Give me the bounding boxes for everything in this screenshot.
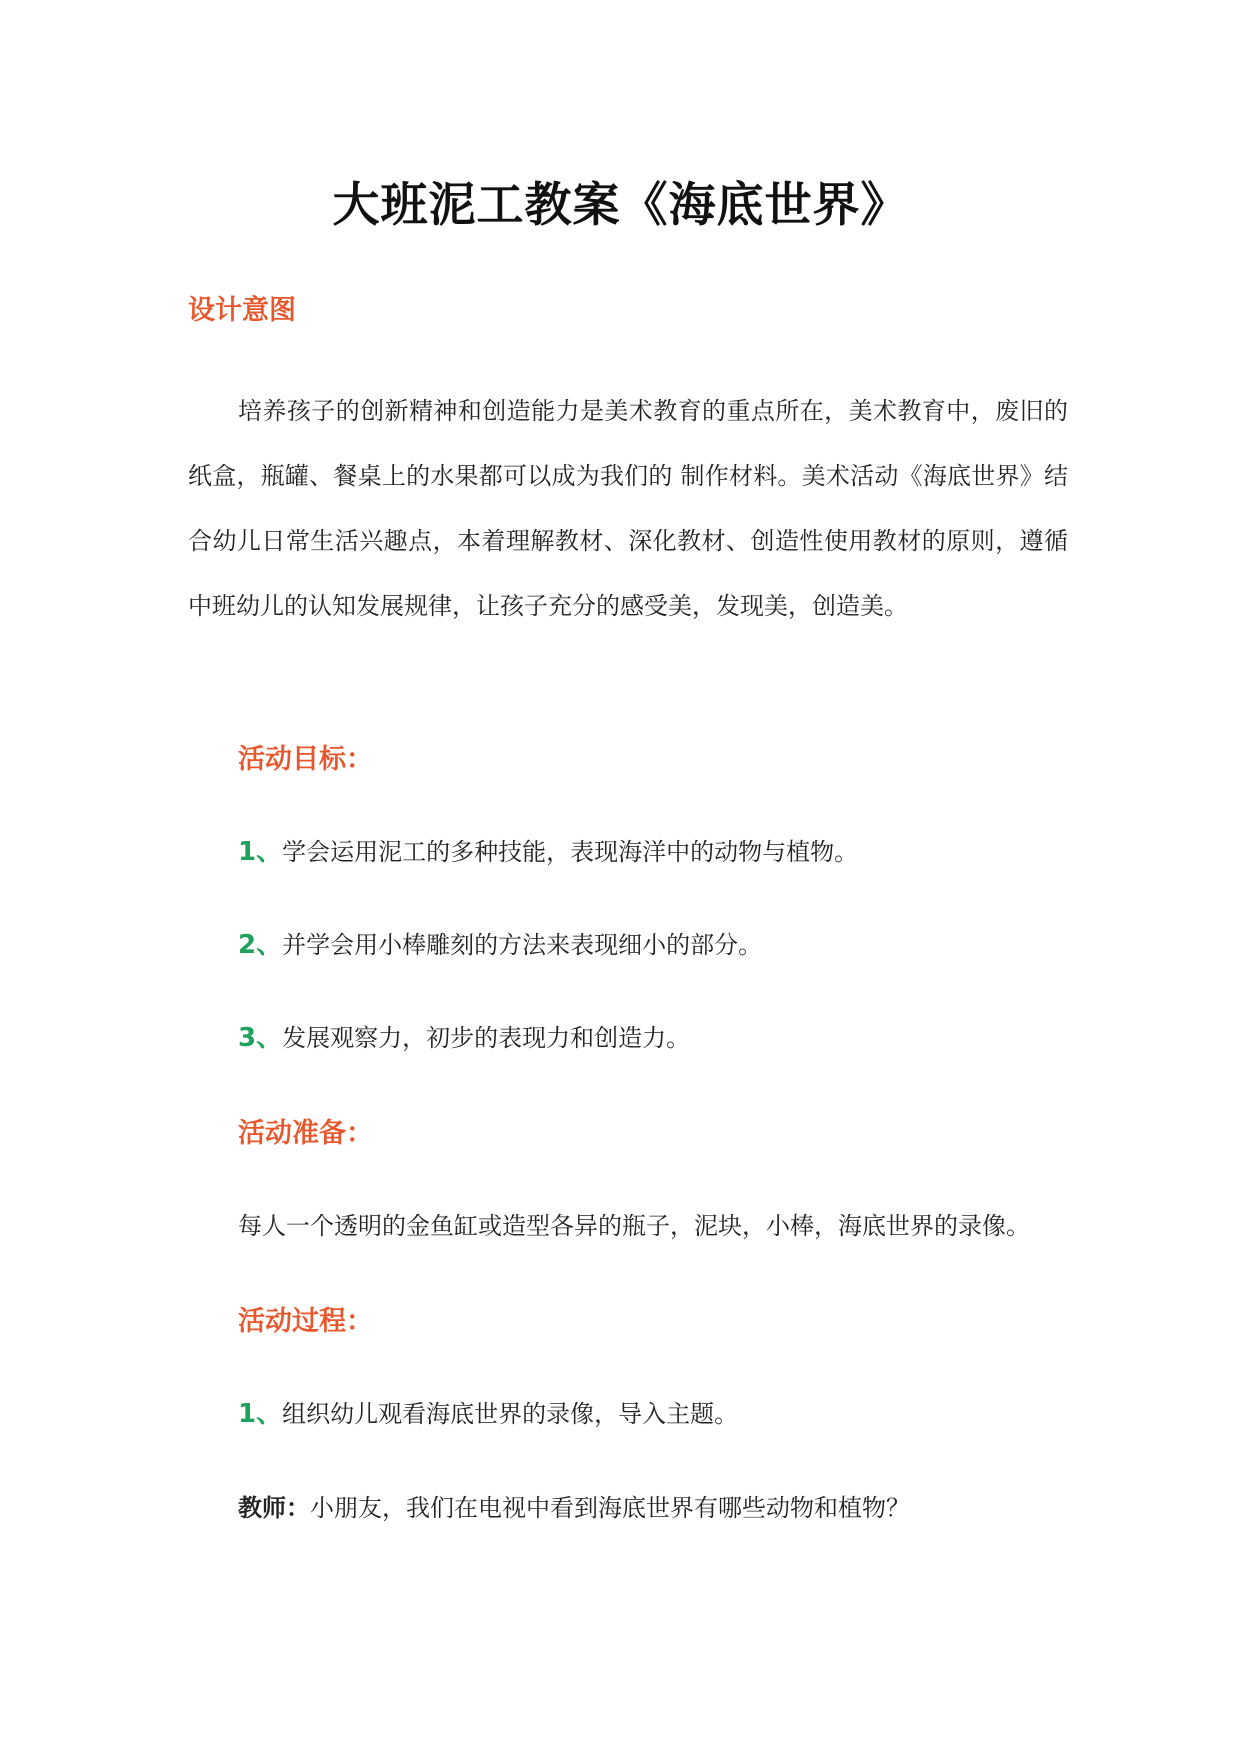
goal-text: 学会运用泥工的多种技能，表现海洋中的动物与植物。 [282, 838, 859, 866]
design-intent-paragraph: 培养孩子的创新精神和创造能力是美术教育的重点所在，美术教育中，废旧的纸盒，瓶罐、餐桌上的水果都可以成为我们的 制作材料。美术活动《海底世界》结合幼儿日常生活兴趣点，本着理解教材、深化教材、创造性使用教材的原则，遵循中班幼儿的认知发展规律，让孩子充分的感受美，发现美，创造美。 [188, 397, 1068, 620]
design-intent-heading: 设计意图 [188, 295, 296, 326]
goal-item-3 [238, 1020, 690, 1056]
process-item-1 [238, 1396, 738, 1432]
goal-number: 3、 [238, 1023, 283, 1053]
goal-number: 1、 [238, 837, 283, 867]
goal-text: 发展观察力，初步的表现力和创造力。 [282, 1024, 691, 1052]
preparation-text: 每人一个透明的金鱼缸或造型各异的瓶子，泥块，小棒，海底世界的录像。 [238, 1212, 1030, 1240]
process-number: 1、 [238, 1399, 283, 1429]
goal-text: 并学会用小棒雕刻的方法来表现细小的部分。 [282, 931, 763, 959]
preparation-heading: 活动准备： [238, 1118, 373, 1149]
goals-heading: 活动目标： [238, 744, 373, 775]
teacher-line [238, 1490, 910, 1526]
process-heading: 活动过程： [238, 1306, 373, 1337]
page-title: 大班泥工教案《海底世界》 [332, 178, 909, 233]
goal-number: 2、 [238, 930, 283, 960]
teacher-label: 教师： [238, 1494, 310, 1522]
process-text: 组织幼儿观看海底世界的录像，导入主题。 [282, 1400, 739, 1428]
teacher-text: 小朋友，我们在电视中看到海底世界有哪些动物和植物？ [310, 1494, 910, 1522]
goal-item-2 [238, 927, 762, 963]
goal-item-1 [238, 834, 858, 870]
